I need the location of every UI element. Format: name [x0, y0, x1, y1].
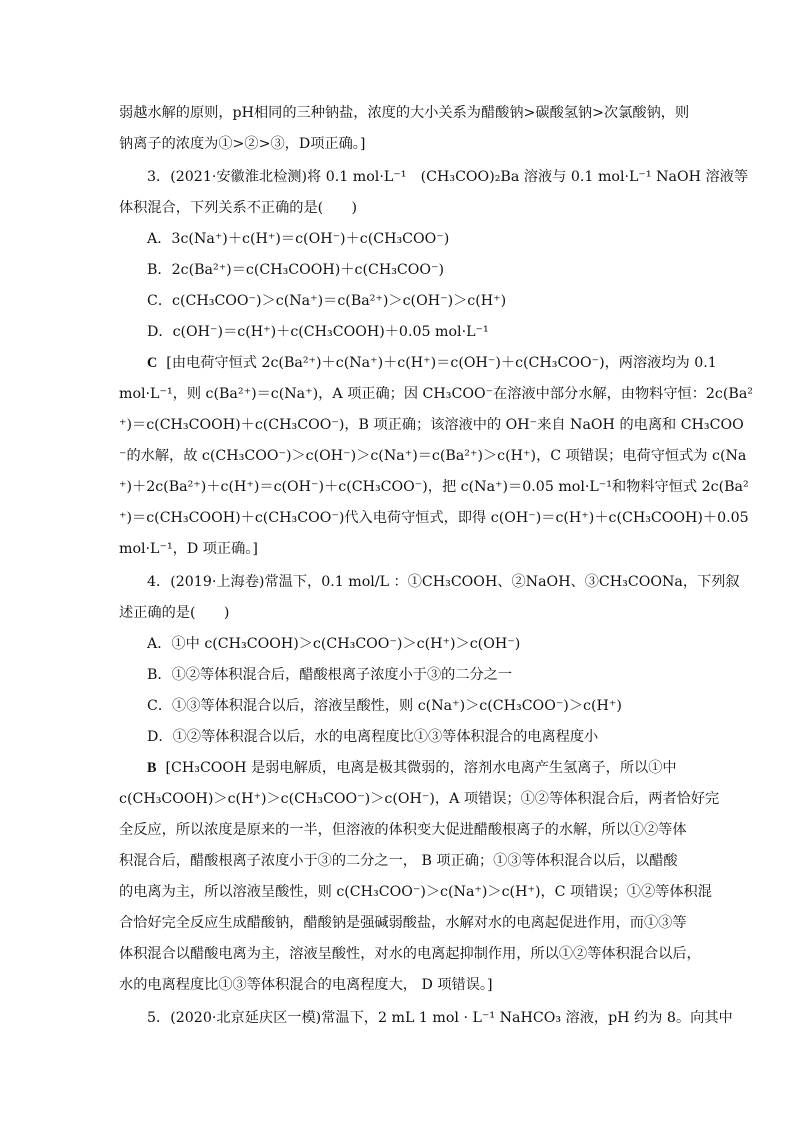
- explanation-line: ⁻的水解，故 c(CH₃COO⁻)＞c(OH⁻)＞c(Na⁺)＝c(Ba²⁺)＞c(H⁺)，C 项错误；电荷守恒式为 c(Na: [119, 448, 747, 464]
- question-3-option-c: C．c(CH₃COO⁻)＞c(Na⁺)＝c(Ba²⁺)＞c(OH⁻)＞c(H⁺): [147, 293, 507, 309]
- explanation-line: 合恰好完全反应生成醋酸钠，醋酸钠是强碱弱酸盐，水解对水的电离起促进作用，而①③等: [119, 915, 687, 931]
- question-4-option-a: A．①中 c(CH₃COOH)＞c(CH₃COO⁻)＞c(H⁺)＞c(OH⁻): [147, 636, 521, 652]
- question-5-stem: 5．(2020·北京延庆区一模)常温下，2 mL 1 mol · L⁻¹ NaHCO₃ 溶液，pH 约为 8。向其中: [147, 1010, 733, 1026]
- text-line: 钠离子的浓度为①>②>③，D项正确。]: [119, 136, 366, 152]
- question-3-stem-cont: 体积混合，下列关系不正确的是( ): [119, 200, 358, 216]
- explanation-line: ⁺)＝c(CH₃COOH)＋c(CH₃COO⁻)代入电荷守恒式，即得 c(OH⁻)＝c(H⁺)＋c(CH₃COOH)＋0.05: [119, 510, 749, 526]
- explanation-line: mol·L⁻¹，D 项正确。]: [119, 541, 258, 557]
- explanation-line: c(CH₃COOH)＞c(H⁺)＞c(CH₃COO⁻)＞c(OH⁻)，A 项错误；①②等体积混合后，两者恰好完: [119, 791, 720, 807]
- question-3-stem: 3．(2021·安徽淮北检测)将 0.1 mol·L⁻¹ (CH₃COO)₂Ba 溶液与 0.1 mol·L⁻¹ NaOH 溶液等: [147, 169, 749, 185]
- question-3-explanation: [0, 353, 793, 373]
- explanation-line: 水的电离程度比①③等体积混合的电离程度大， D 项错误。]: [119, 977, 493, 993]
- explanation-line: ⁺)＋2c(Ba²⁺)＋c(H⁺)＝c(OH⁻)＋c(CH₃COO⁻)，把 c(Na⁺)＝0.05 mol·L⁻¹和物料守恒式 2c(Ba²: [119, 479, 749, 495]
- question-4-explanation: [0, 758, 793, 778]
- explanation-line: [由电荷守恒式 2c(Ba²⁺)＋c(Na⁺)＋c(H⁺)＝c(OH⁻)＋c(CH₃COO⁻)，两溶液均为 0.1: [166, 355, 717, 371]
- question-4-answer: B: [147, 760, 157, 776]
- explanation-line: 积混合后，醋酸根离子浓度小于③的二分之一， B 项正确；①③等体积混合以后，以醋酸: [119, 853, 678, 869]
- question-4-option-c: C．①③等体积混合以后，溶液呈酸性，则 c(Na⁺)＞c(CH₃COO⁻)＞c(H⁺): [147, 698, 622, 714]
- explanation-line: mol·L⁻¹，则 c(Ba²⁺)＝c(Na⁺)，A 项正确；因 CH₃COO⁻在溶液中部分水解，由物料守恒：2c(Ba²: [119, 386, 753, 402]
- question-3-answer: C: [147, 355, 158, 371]
- explanation-line: 体积混合以醋酸电离为主，溶液呈酸性，对水的电离起抑制作用，所以①②等体积混合以后，: [119, 946, 701, 962]
- question-3-option-a: A．3c(Na⁺)＋c(H⁺)＝c(OH⁻)＋c(CH₃COO⁻): [147, 231, 450, 247]
- explanation-line: 全反应，所以浓度是原来的一半，但溶液的体积变大促进醋酸根离子的水解，所以①②等体: [119, 822, 687, 838]
- question-3-option-d: D．c(OH⁻)＝c(H⁺)＋c(CH₃COOH)＋0.05 mol·L⁻¹: [147, 324, 489, 340]
- explanation-line: ⁺)＝c(CH₃COOH)＋c(CH₃COO⁻)，B 项正确；该溶液中的 OH⁻来自 NaOH 的电离和 CH₃COO: [119, 417, 744, 433]
- question-4-option-b: B．①②等体积混合后，醋酸根离子浓度小于③的二分之一: [147, 667, 513, 683]
- explanation-line: 的电离为主，所以溶液呈酸性，则 c(CH₃COO⁻)＞c(Na⁺)＞c(H⁺)，C 项错误；①②等体积混: [119, 884, 712, 900]
- question-3-option-b: B．2c(Ba²⁺)＝c(CH₃COOH)＋c(CH₃COO⁻): [147, 262, 445, 278]
- question-4-stem: 4．(2019·上海卷)常温下，0.1 mol/L ：①CH₃COOH、②NaOH、③CH₃COONa，下列叙: [147, 574, 740, 590]
- question-4-stem-cont: 述正确的是( ): [119, 605, 230, 621]
- explanation-line: [CH₃COOH 是弱电解质，电离是极其微弱的，溶剂水电离产生氢离子，所以①中: [165, 760, 677, 776]
- question-4-option-d: D．①②等体积混合以后，水的电离程度比①③等体积混合的电离程度小: [147, 729, 599, 745]
- text-line: 弱越水解的原则，pH相同的三种钠盐，浓度的大小关系为醋酸钠>碳酸氢钠>次氯酸钠，则: [119, 105, 690, 121]
